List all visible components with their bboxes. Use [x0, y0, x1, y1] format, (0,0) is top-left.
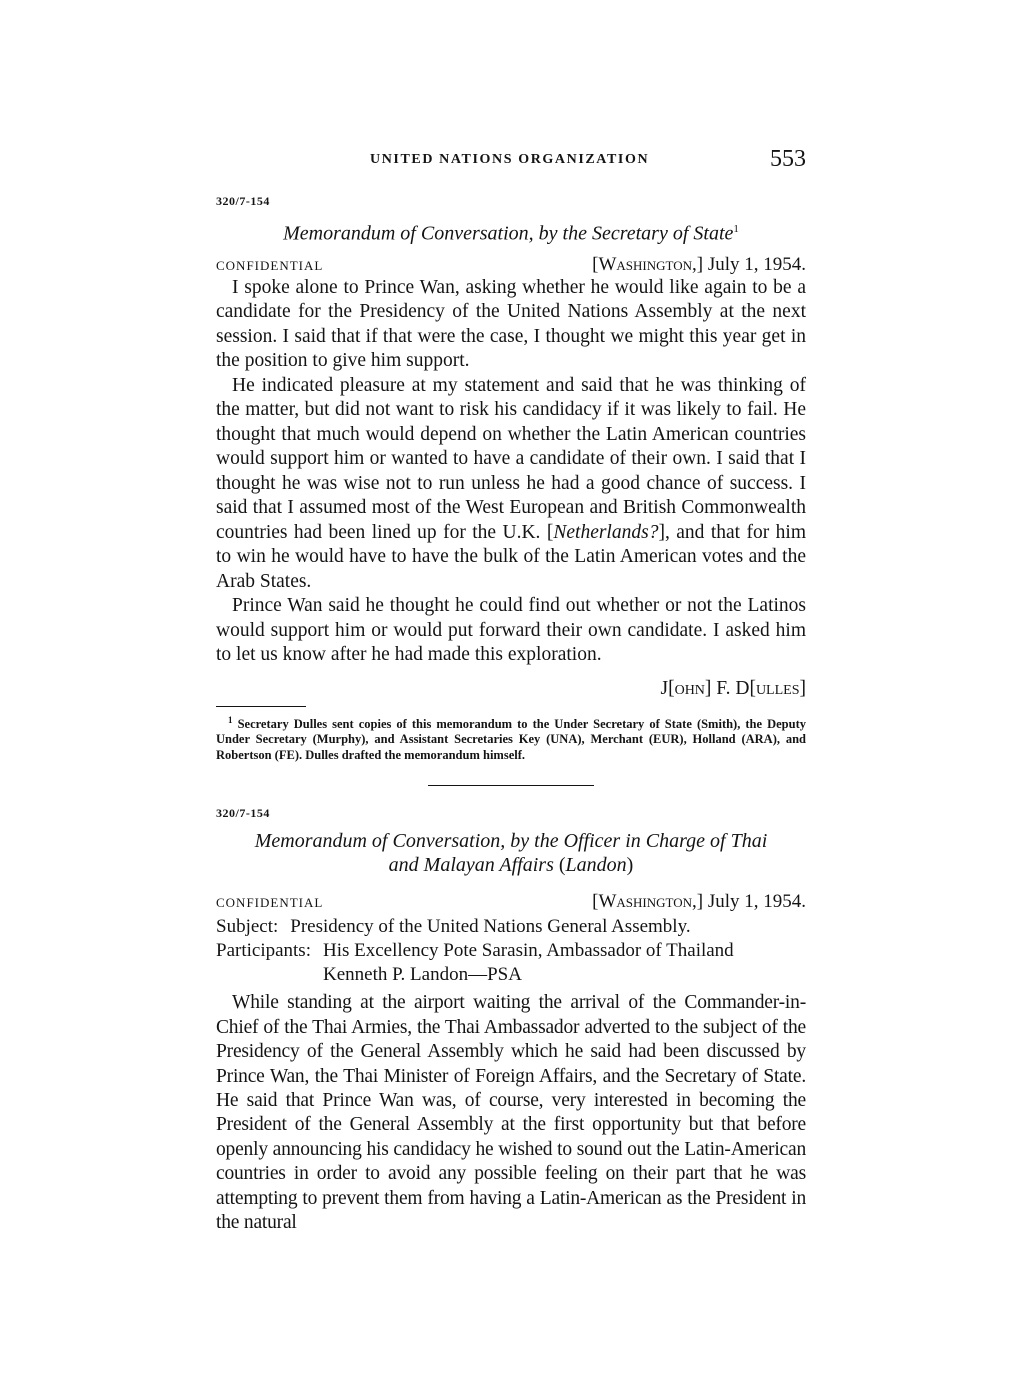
memo1-date: July 1, 1954.: [707, 253, 806, 275]
memo2-subject: [216, 915, 806, 939]
memo1-paragraph-2: He indicated pleasure at my statement and said that he was thinking of the matter, but did not want to risk his candidacy if it was likely to fail. He thought that much would depend on whether the Latin American countries would support him or wanted to have a candidate of their own. I said that I thought he was wise not to run unless he had a good chance of success. I said that I assumed most of the West European and British Commonwealth countries had been lined up for the U.K. [Netherlands?], and that for him to win he would have to have the bulk of the Latin American votes and the Arab States.: [216, 374, 807, 592]
memo2-file-number: 320/7-154: [216, 806, 270, 821]
section-separator: [428, 785, 594, 786]
memo1-paragraph-1: I spoke alone to Prince Wan, asking whether he would like again to be a candidate for the Presidency of the United Nations Assembly at the next session. I said that if that were the case, I thought we might this year get in the position to give him support.: [216, 276, 806, 372]
memo2-classification: CONFIDENTIAL: [216, 895, 324, 911]
memo1-footnote-marker: 1: [733, 223, 739, 235]
memo2-date: July 1, 1954.: [707, 891, 806, 913]
memo2-participants: [216, 939, 806, 987]
signature-last-initial: D: [735, 677, 750, 699]
signature-first-initial: J: [660, 677, 669, 699]
memo1-place: Washington: [598, 253, 692, 275]
memo1-footnote: [216, 713, 806, 764]
memo1-classification: CONFIDENTIAL: [216, 257, 324, 273]
running-head: [216, 146, 806, 176]
footnote-text: Secretary Dulles sent copies of this memorandum to the Under Secretary of State (Smith), the Deputy Under Secretary (Murphy), and Assistant Secretaries Key (UNA), Merchant (EUR), Holland (ARA), and Robertson (FE). Dulles drafted the memorandum himself.: [216, 716, 807, 762]
memo2-title-line-2a: and Malayan Affairs: [388, 854, 554, 877]
footnote-number: 1: [228, 714, 233, 725]
memo2-title: [216, 829, 806, 877]
memo1-signature: J[ohn] F. D[ulles]: [660, 677, 806, 699]
subject-label: Subject:: [216, 916, 279, 938]
signature-last-rest: ulles: [755, 677, 800, 699]
memo1-title-text: Memorandum of Conversation, by the Secretary of State: [283, 222, 734, 245]
document-page: [216, 146, 806, 1235]
memo1-file-number: 320/7-154: [216, 194, 270, 208]
signature-first-rest: ohn: [674, 677, 705, 699]
memo2-place: Washington: [598, 891, 692, 913]
memo1-paragraph-3: Prince Wan said he thought he could find out whether or not the Latinos would support him or would put forward their own candidate. I asked him to let us know after he had made this exploration.: [216, 595, 806, 666]
signature-middle: F.: [716, 677, 731, 699]
memo1-title: [216, 217, 806, 246]
memo1-paragraph-2-tail: , and that for him to win he would have to have the bulk of the Latin American votes and the Arab States.: [216, 521, 807, 592]
memo1-editorial-insert: Netherlands?: [553, 521, 659, 543]
running-title: UNITED NATIONS ORGANIZATION: [370, 152, 650, 167]
memo2-paragraph: While standing at the airport waiting the arrival of the Commander-in-Chief of the Thai Armies, the Thai Ambassador adverted to the subject of the Presidency of the General Assembly which he said had been discussed by Prince Wan, the Thai Minister of Foreign Affairs, and the Secretary of State. He said that Prince Wan was, of course, very interested in becoming the President of the General Assembly at the first opportunity but that before openly announcing his candidacy he wished to sound out the Latin-American countries in order to avoid any possible feeling on their part that he was attempting to prevent them from having a Latin-American as the President in the natural: [216, 992, 806, 1233]
memo1-dateline: [216, 254, 806, 276]
page-number: 553: [770, 146, 806, 172]
memo2-title-line-1: Memorandum of Conversation, by the Officer in Charge of Thai: [254, 830, 768, 853]
participant-1: His Excellency Pote Sarasin, Ambassador of Thailand: [322, 940, 734, 962]
participants-label: Participants:: [216, 940, 311, 962]
memo1-place-date: [Washington,] July 1, 1954.: [592, 253, 806, 275]
memo2-title-line-2: and Malayan Affairs (Landon): [388, 854, 634, 877]
footnote-rule: [216, 706, 306, 707]
memo1-paragraph-2-text: He indicated pleasure at my statement and said that he was thinking of the matter, but did not want to risk his candidacy if it was likely to fail. He thought that much would depend on whether the Latin American countries would support him or wanted to have a candidate of their own. I said that I thought he was wise not to run unless he had a good chance of success. I said that I assumed most of the West European and British Commonwealth countries had been lined up for the U.K.: [216, 374, 806, 543]
participant-2: Kenneth P. Landon—PSA: [322, 964, 522, 986]
subject-value: Presidency of the United Nations General Assembly.: [290, 916, 691, 938]
memo2-title-author: Landon: [565, 854, 627, 877]
participants-list: [323, 939, 734, 987]
memo2-place-date: [Washington,] July 1, 1954.: [592, 891, 806, 913]
memo2-dateline: [216, 891, 806, 913]
